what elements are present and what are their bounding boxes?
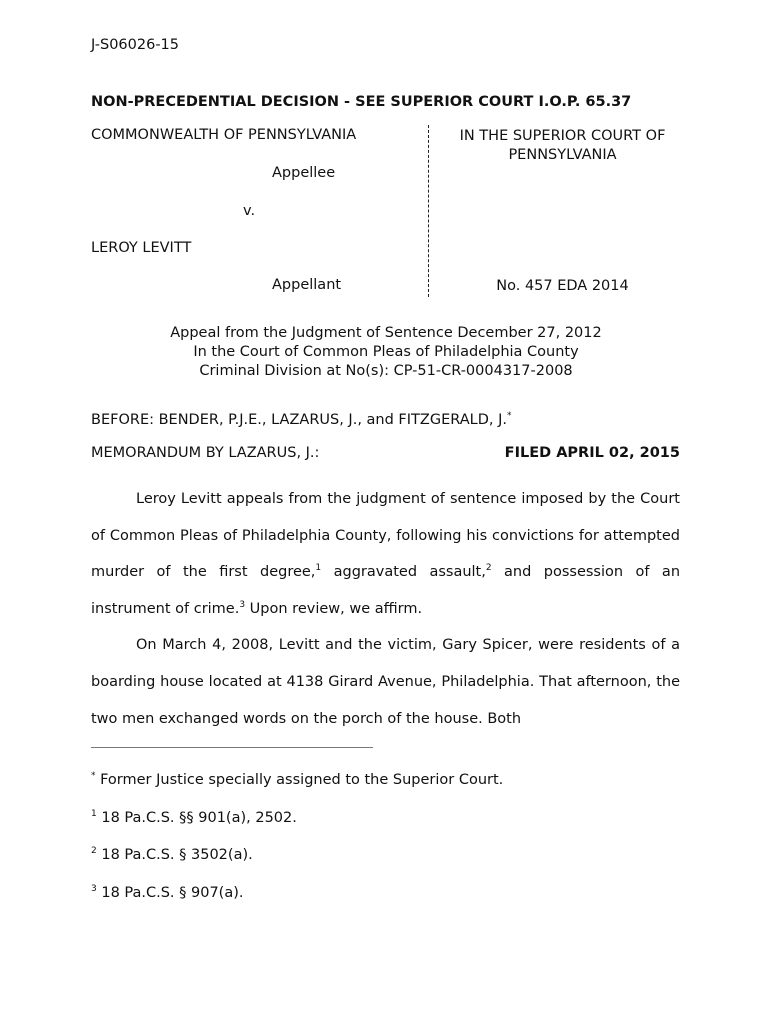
case-number: No. 457 EDA 2014 (496, 278, 629, 294)
appeal-line-2: In the Court of Common Pleas of Philadelphia County (193, 344, 579, 360)
footnote-2 (91, 847, 681, 863)
p1-text-d: Upon review, we affirm. (245, 600, 423, 617)
p1-text-a: Leroy Levitt appeals from the judgment of sentence imposed by the Court of Common Pleas of Philadelphia County, following his convictions for attempted murder of the first degree, (91, 491, 680, 581)
court-name-line1: IN THE SUPERIOR COURT OF (459, 128, 666, 144)
panel-text: BEFORE: BENDER, P.J.E., LAZARUS, J., and FITZGERALD, J. (91, 412, 507, 428)
footnote-star (91, 772, 681, 788)
footnote-ref-3: 3 (239, 599, 246, 610)
versus-label: v. (243, 203, 256, 219)
filed-date: FILED APRIL 02, 2015 (504, 445, 680, 461)
appeal-info (91, 324, 681, 381)
footnote-text: 18 Pa.C.S. § 3502(a). (101, 847, 253, 863)
appellant-label: Appellant (272, 277, 342, 293)
footnote-mark: * (91, 771, 96, 782)
footnote-separator (91, 747, 373, 748)
footnote-ref-1: 1 (315, 563, 322, 574)
footnote-ref-2: 2 (485, 563, 492, 574)
appeal-line-3: Criminal Division at No(s): CP-51-CR-0004317-2008 (199, 363, 573, 379)
non-precedential-notice: NON-PRECEDENTIAL DECISION - SEE SUPERIOR COURT I.O.P. 65.37 (91, 94, 632, 110)
footnote-mark: 1 (91, 809, 97, 820)
docket-number: J-S06026-15 (91, 37, 180, 53)
memorandum-author: MEMORANDUM BY LAZARUS, J.: (91, 445, 320, 461)
footnote-text: 18 Pa.C.S. §§ 901(a), 2502. (101, 810, 297, 826)
memorandum-line (91, 445, 680, 461)
footnote-mark: 3 (91, 884, 97, 895)
caption-divider (428, 125, 429, 297)
footnote-mark: 2 (91, 846, 97, 857)
footnote-3 (91, 885, 681, 901)
court-caption (440, 127, 685, 296)
paragraph-2: On March 4, 2008, Levitt and the victim, Gary Spicer, were residents of a boarding house located at 4138 Girard Avenue, Philadelphia. That afternoon, the two men exchanged words on the porch of the house. Both (91, 637, 680, 727)
appeal-line-1: Appeal from the Judgment of Sentence December 27, 2012 (170, 325, 602, 341)
paragraph-1 (91, 481, 680, 627)
opinion-body (91, 481, 680, 737)
party-defendant: LEROY LEVITT (91, 240, 192, 256)
panel-footnote-mark: * (506, 411, 512, 422)
appellee-label: Appellee (272, 165, 336, 181)
footnote-text: 18 Pa.C.S. § 907(a). (101, 885, 244, 901)
footnote-text: Former Justice specially assigned to the Superior Court. (100, 772, 504, 788)
panel-line (91, 412, 511, 428)
p1-text-b: aggravated assault, (321, 564, 486, 581)
court-name-line2: PENNSYLVANIA (508, 147, 617, 163)
footnote-1 (91, 810, 681, 826)
p1-text-c: and possession of an instrument of crime. (91, 564, 681, 617)
party-commonwealth: COMMONWEALTH OF PENNSYLVANIA (91, 127, 357, 143)
